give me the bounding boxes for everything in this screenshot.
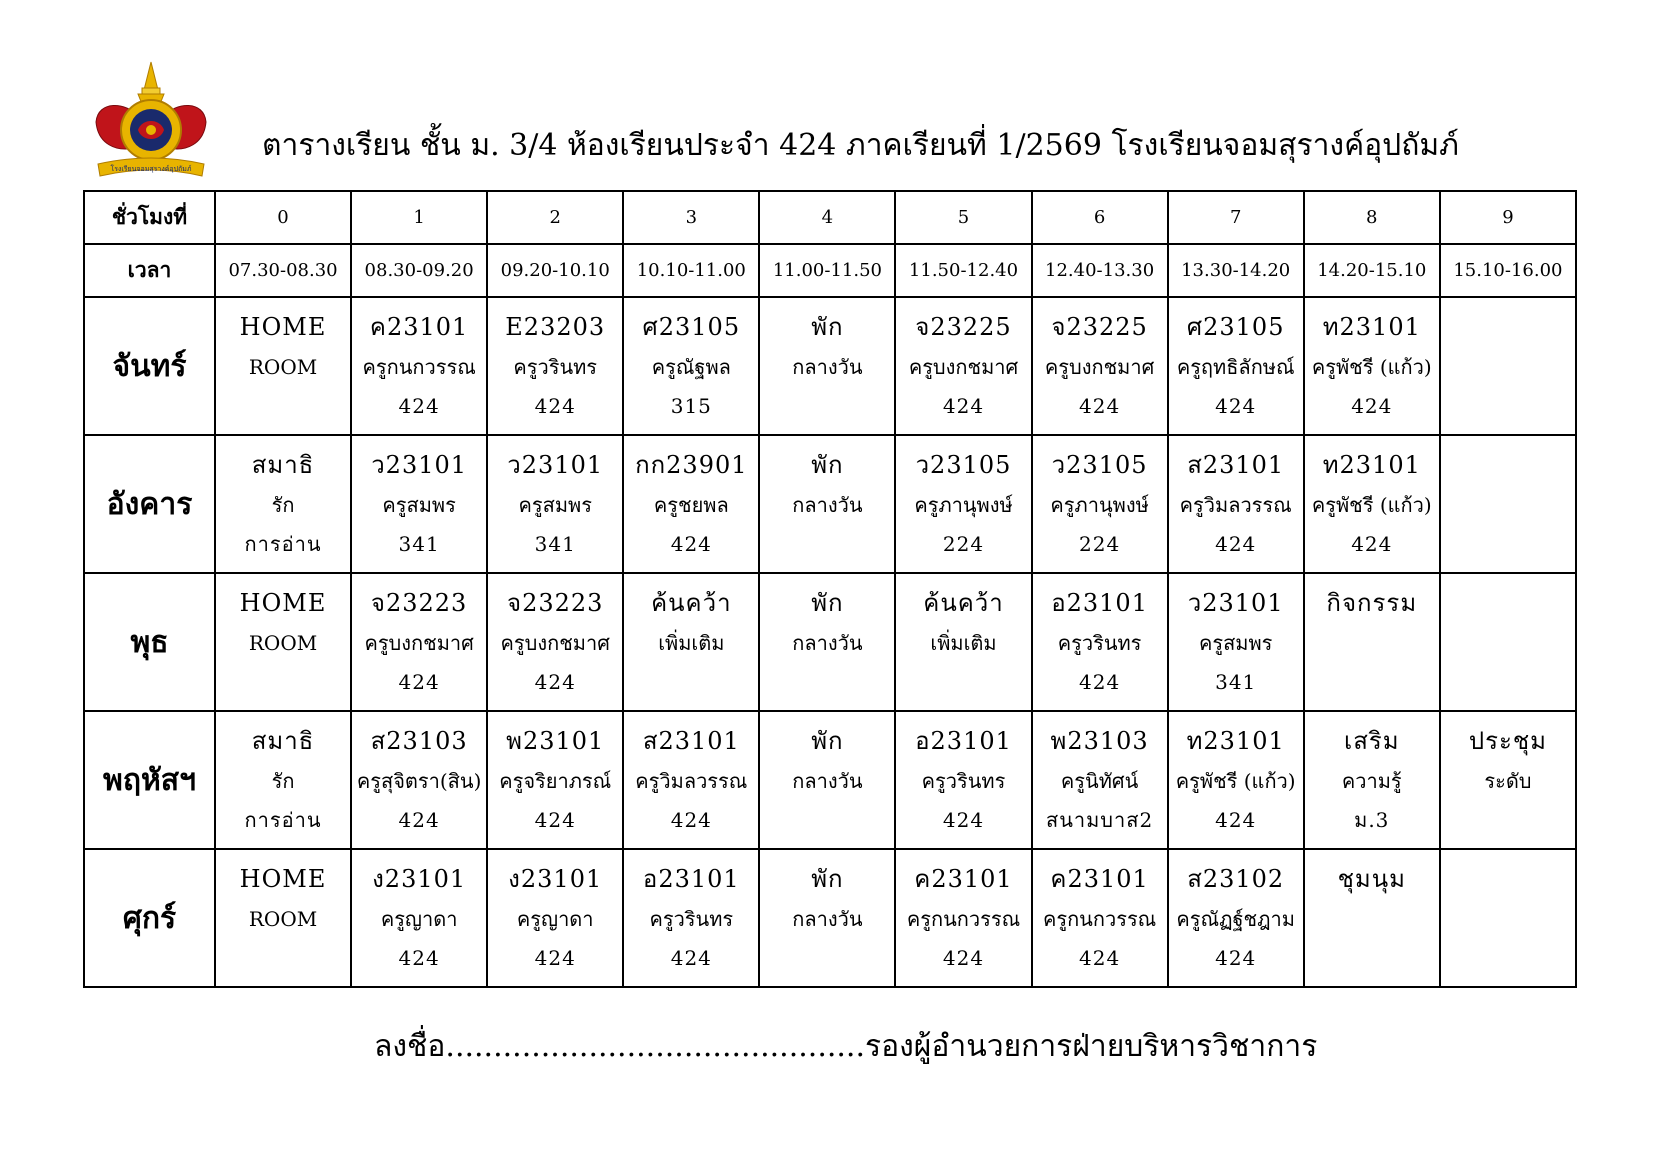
room-number: 424 [1215, 394, 1257, 418]
cell-content [488, 298, 622, 434]
cell-content [1033, 712, 1167, 848]
schedule-cell [487, 711, 623, 849]
room-number: 424 [1351, 532, 1393, 556]
cell-content [488, 850, 622, 986]
teacher-name: ครูวรินทร [513, 355, 598, 379]
teacher-name: ครูสมพร [382, 493, 456, 517]
teacher-name: ครูณัฏฐ์ชฎาม [1176, 907, 1295, 931]
subject-code: ประชุม [1468, 727, 1547, 755]
teacher-name: ครูสมพร [518, 493, 592, 517]
schedule-cell [895, 573, 1031, 711]
teacher-name: ครูนิทัศน์ [1060, 769, 1139, 793]
period-number: 0 [215, 191, 351, 244]
room-number: 424 [942, 946, 985, 970]
school-logo [86, 60, 216, 180]
teacher-name: รัก [271, 493, 295, 517]
schedule-cell [895, 297, 1031, 435]
subject-code: ศ23105 [1186, 313, 1285, 341]
teacher-name: เพิ่มเติม [930, 631, 997, 655]
teacher-name: รัก [271, 769, 295, 793]
period-number: 6 [1032, 191, 1168, 244]
room-number: 341 [534, 532, 576, 556]
room-number: 315 [670, 394, 712, 418]
room-number: 424 [1215, 532, 1257, 556]
schedule-cell [1168, 849, 1304, 987]
schedule-cell [1440, 711, 1576, 849]
schedule-cell [623, 849, 759, 987]
teacher-name: ครูวรินทร [1057, 631, 1142, 655]
teacher-name: ครูฤทธิลักษณ์ [1176, 355, 1295, 379]
schedule-cell [1168, 711, 1304, 849]
time-slot: 11.00-11.50 [759, 244, 895, 297]
teacher-name: กลางวัน [792, 493, 863, 517]
teacher-name: ครูวรินทร [649, 907, 734, 931]
subject-code: HOME [239, 313, 327, 341]
cell-content [1169, 574, 1303, 710]
teacher-name: กลางวัน [792, 769, 863, 793]
period-number: 5 [895, 191, 1031, 244]
schedule-cell [1304, 435, 1440, 573]
schedule-cell [1032, 849, 1168, 987]
subject-code: อ23101 [915, 727, 1012, 755]
schedule-cell [351, 711, 487, 849]
teacher-name: ครูวิมลวรรณ [635, 769, 748, 793]
subject-code: ว23101 [371, 451, 468, 479]
schedule-cell [1032, 573, 1168, 711]
day-row [84, 297, 1576, 435]
subject-code: ท23101 [1322, 451, 1421, 479]
schedule-cell [895, 435, 1031, 573]
cell-content [1169, 850, 1303, 986]
subject-code: ง23101 [508, 865, 603, 893]
schedule-cell [759, 849, 895, 987]
cell-content [1441, 436, 1575, 572]
day-name: พุธ [84, 573, 215, 711]
time-slot: 08.30-09.20 [351, 244, 487, 297]
schedule-cell [623, 711, 759, 849]
page-title: ตารางเรียน ชั้น ม. 3/4 ห้องเรียนประจำ 424 ภาคเรียนที่ 1/2569 โรงเรียนจอมสุรางค์อุปถัมภ์ [262, 128, 1459, 163]
room-number: 424 [670, 946, 712, 970]
schedule-cell [1440, 435, 1576, 573]
cell-content [760, 712, 894, 848]
teacher-name: ครูสุจิตรา(สิน) [356, 769, 482, 793]
logo-ribbon-text: โรงเรียนจอมสุรางค์อุปถัมภ์ [110, 165, 192, 173]
schedule-cell [1168, 297, 1304, 435]
cell-content [1305, 850, 1439, 986]
subject-code: ว23105 [915, 451, 1012, 479]
time-slot: 15.10-16.00 [1440, 244, 1576, 297]
schedule-cell [351, 297, 487, 435]
teacher-name: ครูบงกชมาศ [908, 355, 1019, 379]
cell-content [1033, 436, 1167, 572]
teacher-name: ครูภานุพงษ์ [1050, 493, 1149, 517]
cell-content [624, 298, 758, 434]
schedule-cell [1304, 573, 1440, 711]
subject-code: ส23103 [370, 727, 468, 755]
cell-content [896, 436, 1030, 572]
cell-content [216, 436, 350, 572]
time-label: เวลา [84, 244, 215, 297]
room-number: 424 [398, 670, 440, 694]
subject-code: ค23101 [369, 313, 469, 341]
subject-code: ว23101 [507, 451, 604, 479]
teacher-name: ครูณัฐพล [651, 355, 731, 379]
room-number: 424 [398, 808, 440, 832]
subject-code: เสริม [1344, 727, 1400, 755]
cell-content [1033, 850, 1167, 986]
day-name: จันทร์ [84, 297, 215, 435]
room-number: 424 [1079, 946, 1121, 970]
room-number: การอ่าน [244, 808, 322, 832]
schedule-cell [623, 297, 759, 435]
day-row [84, 711, 1576, 849]
cell-content [624, 850, 758, 986]
subject-code: ส23101 [642, 727, 740, 755]
cell-content [216, 850, 350, 986]
teacher-name: ความรู้ [1341, 769, 1402, 793]
room-number: ม.3 [1354, 808, 1390, 832]
room-number: 424 [534, 394, 576, 418]
subject-code: ศ23105 [642, 313, 741, 341]
subject-code: พัก [811, 865, 844, 893]
schedule-cell [215, 573, 351, 711]
room-number: 424 [1079, 394, 1121, 418]
cell-content [352, 298, 486, 434]
room-number: สนามบาส2 [1046, 808, 1154, 832]
cell-content [896, 574, 1030, 710]
cell-content [896, 850, 1030, 986]
room-number: 341 [398, 532, 440, 556]
cell-content [1305, 436, 1439, 572]
cell-content [624, 574, 758, 710]
subject-code: ว23105 [1051, 451, 1148, 479]
cell-content [216, 298, 350, 434]
schedule-cell [759, 435, 895, 573]
teacher-name: ครูบงกชมาศ [364, 631, 474, 655]
cell-content [1305, 298, 1439, 434]
teacher-name: ครูกนกวรรณ [1042, 907, 1157, 931]
schedule-cell [1304, 849, 1440, 987]
teacher-name: ครูภานุพงษ์ [914, 493, 1013, 517]
teacher-name: กลางวัน [792, 355, 863, 379]
time-slot: 12.40-13.30 [1032, 244, 1168, 297]
subject-code: E23203 [505, 313, 606, 341]
period-number: 1 [351, 191, 487, 244]
room-number: 424 [1215, 946, 1257, 970]
schedule-cell [351, 435, 487, 573]
subject-code: ค23101 [1050, 865, 1149, 893]
time-slot: 10.10-11.00 [623, 244, 759, 297]
day-row [84, 435, 1576, 573]
cell-content [488, 436, 622, 572]
schedule-cell [1168, 573, 1304, 711]
subject-code: ชุมนุม [1337, 865, 1406, 893]
room-number: 424 [1351, 394, 1393, 418]
schedule-cell [1440, 573, 1576, 711]
schedule-cell [487, 573, 623, 711]
timetable [83, 190, 1577, 988]
subject-code: อ23101 [642, 865, 740, 893]
subject-code: ส23102 [1187, 865, 1285, 893]
room-number: 224 [1079, 532, 1121, 556]
subject-code: HOME [239, 589, 327, 617]
subject-code: จ23223 [370, 589, 468, 617]
subject-code: พ23103 [1050, 727, 1149, 755]
subject-code: ส23101 [1187, 451, 1285, 479]
cell-content [1441, 850, 1575, 986]
teacher-name: ครูวิมลวรรณ [1179, 493, 1292, 517]
cell-content [760, 574, 894, 710]
subject-code: พัก [811, 727, 844, 755]
cell-content [624, 712, 758, 848]
subject-code: ท23101 [1322, 313, 1421, 341]
teacher-name: ครูกนกวรรณ [362, 355, 476, 379]
cell-content [216, 712, 350, 848]
cell-content [352, 574, 486, 710]
time-slot: 13.30-14.20 [1168, 244, 1304, 297]
cell-content [896, 298, 1030, 434]
period-number: 8 [1304, 191, 1440, 244]
schedule-cell [759, 711, 895, 849]
subject-code: ว23101 [1187, 589, 1284, 617]
teacher-name: ครูชยพล [653, 493, 729, 517]
teacher-name: ครูญาดา [516, 907, 594, 931]
cell-content [352, 436, 486, 572]
day-row [84, 849, 1576, 987]
subject-code: สมาธิ [251, 727, 315, 755]
schedule-cell [1440, 849, 1576, 987]
signature-line: ลงชื่อ............................................รองผู้อำนวยการฝ่ายบริหารวิชาการ [374, 1029, 1318, 1064]
subject-code: ค้นคว้า [923, 589, 1004, 617]
schedule-cell [1168, 435, 1304, 573]
teacher-name: ครูพัชรี (แก้ว) [1175, 769, 1296, 793]
teacher-name: กลางวัน [792, 631, 863, 655]
cell-content [216, 574, 350, 710]
room-number: 424 [1215, 808, 1257, 832]
schedule-cell [215, 711, 351, 849]
room-number: 424 [398, 394, 440, 418]
period-label: ชั่วโมงที่ [84, 191, 215, 244]
room-number: 424 [942, 808, 985, 832]
schedule-cell [623, 435, 759, 573]
subject-code: จ23225 [915, 313, 1012, 341]
schedule-cell [1032, 435, 1168, 573]
cell-content [624, 436, 758, 572]
teacher-name: ROOM [248, 907, 318, 931]
teacher-name: ครูพัชรี (แก้ว) [1311, 493, 1432, 517]
subject-code: HOME [239, 865, 327, 893]
teacher-name: ครูจริยาภรณ์ [499, 769, 612, 793]
schedule-cell [487, 435, 623, 573]
teacher-name: ระดับ [1484, 769, 1532, 793]
cell-content [488, 712, 622, 848]
cell-content [760, 850, 894, 986]
subject-code: พัก [811, 589, 844, 617]
schedule-cell [1304, 297, 1440, 435]
schedule-cell [1032, 297, 1168, 435]
room-number: 224 [942, 532, 985, 556]
period-number: 4 [759, 191, 895, 244]
schedule-cell [351, 573, 487, 711]
cell-content [1033, 574, 1167, 710]
cell-content [1033, 298, 1167, 434]
cell-content [1441, 574, 1575, 710]
schedule-cell [487, 297, 623, 435]
schedule-cell [759, 573, 895, 711]
cell-content [1169, 436, 1303, 572]
teacher-name: ครูสมพร [1198, 631, 1273, 655]
subject-code: ท23101 [1186, 727, 1285, 755]
room-number: 424 [534, 670, 576, 694]
cell-content [1169, 712, 1303, 848]
room-number: 424 [670, 808, 712, 832]
schedule-cell [215, 849, 351, 987]
schedule-cell [1440, 297, 1576, 435]
time-slot: 14.20-15.10 [1304, 244, 1440, 297]
room-number: 424 [942, 394, 985, 418]
teacher-name: ครูกนกวรรณ [906, 907, 1021, 931]
schedule-cell [895, 711, 1031, 849]
time-slot: 07.30-08.30 [215, 244, 351, 297]
subject-code: พัก [811, 313, 844, 341]
period-number: 3 [623, 191, 759, 244]
subject-code: พ23101 [506, 727, 605, 755]
cell-content [1305, 574, 1439, 710]
cell-content [760, 298, 894, 434]
room-number: 424 [534, 808, 576, 832]
subject-code: อ23101 [1051, 589, 1148, 617]
room-number: 424 [534, 946, 576, 970]
period-header-row [84, 191, 1576, 244]
schedule-cell [351, 849, 487, 987]
teacher-name: ครูวรินทร [921, 769, 1006, 793]
subject-code: ง23101 [372, 865, 467, 893]
period-number: 2 [487, 191, 623, 244]
schedule-cell [895, 849, 1031, 987]
teacher-name: ROOM [248, 631, 318, 655]
time-slot: 09.20-10.10 [487, 244, 623, 297]
day-name: พฤหัสฯ [84, 711, 215, 849]
schedule-cell [487, 849, 623, 987]
teacher-name: ครูพัชรี (แก้ว) [1311, 355, 1432, 379]
subject-code: จ23225 [1051, 313, 1148, 341]
schedule-cell [215, 435, 351, 573]
cell-content [352, 850, 486, 986]
subject-code: สมาธิ [251, 451, 315, 479]
subject-code: ค้นคว้า [651, 589, 732, 617]
cell-content [1169, 298, 1303, 434]
room-number: 424 [398, 946, 440, 970]
day-name: อังคาร [84, 435, 215, 573]
cell-content [352, 712, 486, 848]
subject-code: กก23901 [635, 451, 748, 479]
teacher-name: เพิ่มเติม [658, 631, 725, 655]
teacher-name: ครูบงกชมาศ [1044, 355, 1155, 379]
subject-code: พัก [811, 451, 844, 479]
cell-content [760, 436, 894, 572]
room-number: 424 [670, 532, 712, 556]
cell-content [1305, 712, 1439, 848]
room-number: 341 [1215, 670, 1257, 694]
teacher-name: ROOM [248, 355, 318, 379]
room-number: 424 [1079, 670, 1121, 694]
subject-code: กิจกรรม [1326, 589, 1418, 617]
schedule-cell [1032, 711, 1168, 849]
time-header-row [84, 244, 1576, 297]
room-number: การอ่าน [244, 532, 322, 556]
schedule-cell [759, 297, 895, 435]
teacher-name: ครูญาดา [380, 907, 458, 931]
teacher-name: กลางวัน [792, 907, 863, 931]
subject-code: ค23101 [914, 865, 1013, 893]
schedule-cell [623, 573, 759, 711]
teacher-name: ครูบงกชมาศ [500, 631, 610, 655]
period-number: 7 [1168, 191, 1304, 244]
cell-content [488, 574, 622, 710]
day-name: ศุกร์ [84, 849, 215, 987]
subject-code: จ23223 [507, 589, 604, 617]
schedule-cell [1304, 711, 1440, 849]
time-slot: 11.50-12.40 [895, 244, 1031, 297]
cell-content [1441, 712, 1575, 848]
cell-content [896, 712, 1030, 848]
schedule-cell [215, 297, 351, 435]
day-row [84, 573, 1576, 711]
cell-content [1441, 298, 1575, 434]
period-number: 9 [1440, 191, 1576, 244]
